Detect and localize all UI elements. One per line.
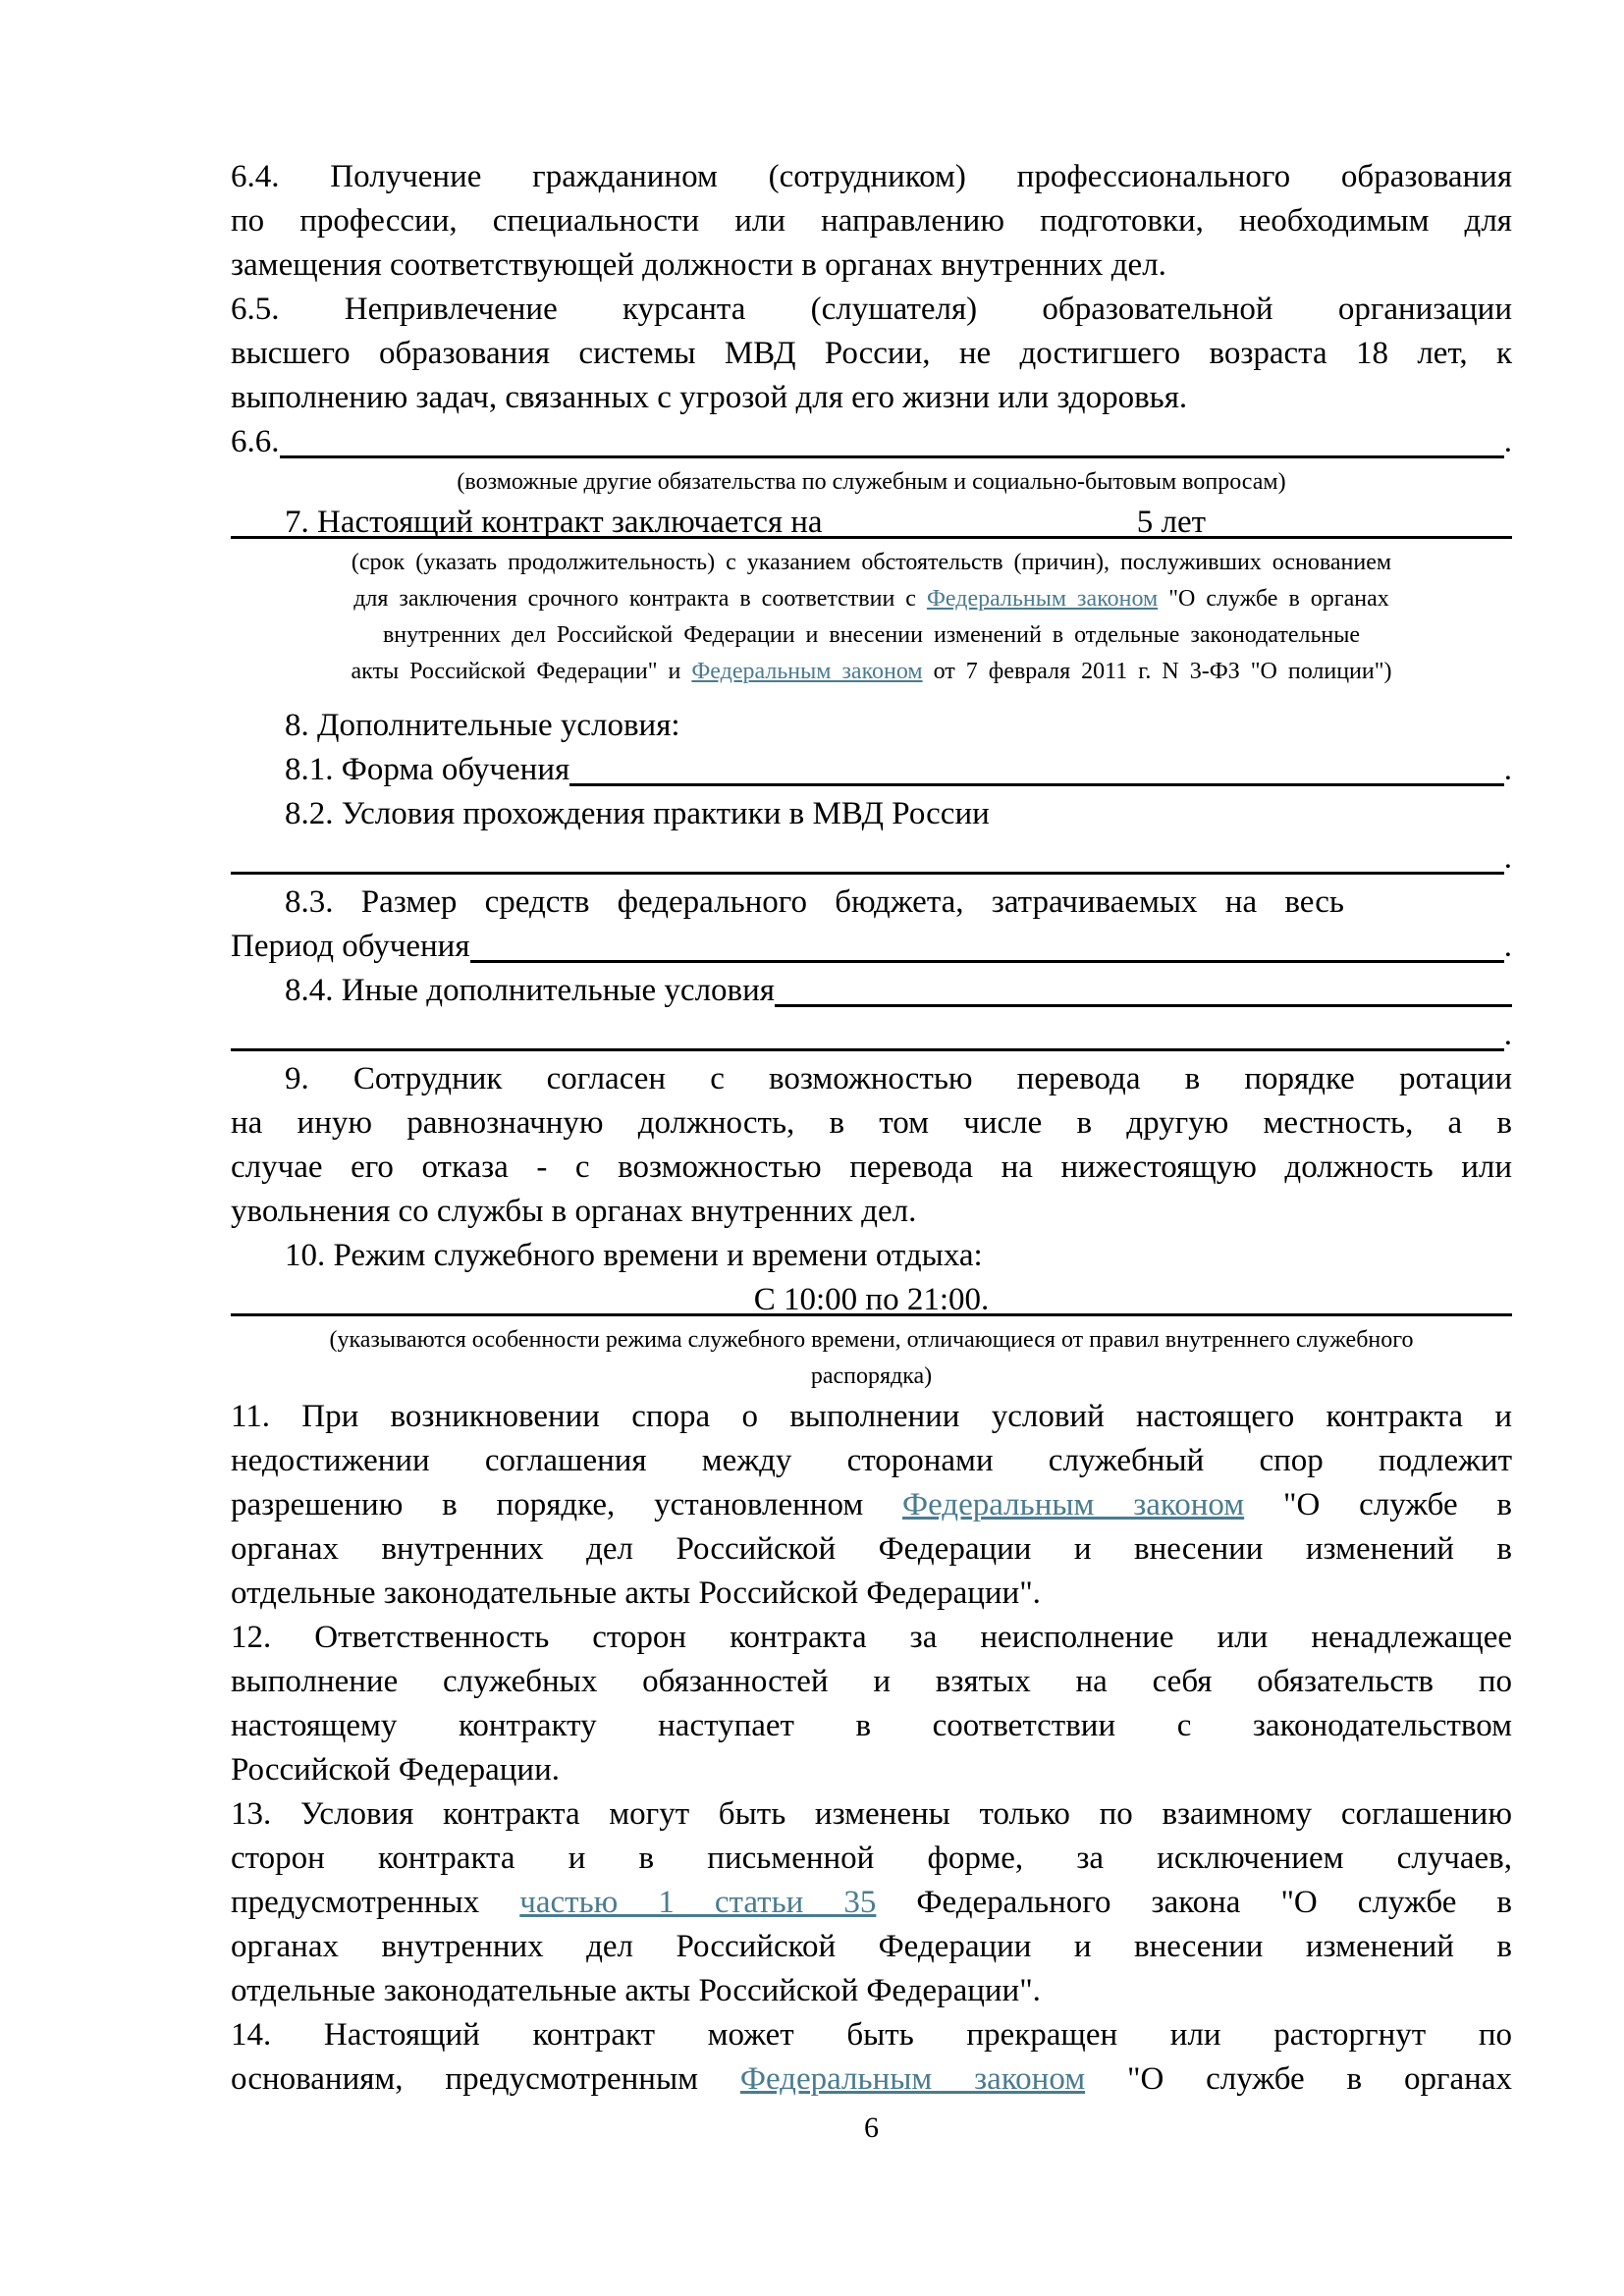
blank-label: 8.1. Форма обучения [285,752,570,787]
text-segment: "О службе в [1244,1487,1513,1522]
clause-6-5-line-3: выполнению задач, связанных с угрозой для его жизни или здоровья. [231,380,1188,415]
clause-8-additional [231,704,1512,748]
clause-11-dispute-line-3 [231,1483,1512,1527]
clause-10-schedule [231,1234,1512,1278]
clause-9-rotation-line-2: на иную равнозначную должность, в том числе в другую местность, а в [231,1105,1512,1141]
blank-value: С 10:00 по 21:00. [753,1282,990,1317]
blank-underline [231,1013,1504,1057]
fineprint-schedule-line-1: (указываются особенности режима служебного времени, отличающиеся от правил внутреннего служебного [329,1327,1414,1353]
clause-6-5-line-1: 6.5. Непривлечение курсанта (слушателя) образовательной организации [231,292,1512,327]
text-segment: "О службе в органах [1085,2061,1512,2097]
clause-13-changes-line-2: сторон контракта и в письменной форме, за исключением случаев, [231,1841,1512,1876]
blank-label: Период обучения [231,929,470,964]
clause-11-dispute-line-2: недостижении соглашения между сторонами служебный спор подлежит [231,1443,1512,1478]
blank-label: 6.6. [231,424,280,459]
clause-6-4-line-2: по профессии, специальности или направлению подготовки, необходимым для [231,203,1512,239]
clause-13-changes-line-4: органах внутренних дел Российской Федерации и внесении изменений в [231,1929,1512,1964]
clause-11-dispute-line-1: 11. При возникновении спора о выполнении условий настоящего контракта и [231,1399,1512,1434]
fineprint-other-obligations-line-1: (возможные другие обязательства по служебным и социально-бытовым вопросам) [457,469,1286,495]
blank-underline [231,836,1504,881]
clause-6-6-blank [231,420,1512,464]
clause-6-5-line-2: высшего образования системы МВД России, не достигшего возраста 18 лет, к [231,336,1512,371]
work-hours-value [231,1278,1512,1322]
clause-11-dispute-line-5: отдельные законодательные акты Российской Федерации". [231,1575,1041,1611]
fineprint-schedule-line-2: распорядка) [810,1363,933,1389]
fineprint-other-obligations [231,464,1512,501]
blank-underline [470,925,1504,969]
text-segment: предусмотренных [231,1885,520,1920]
text-segment: акты Российской Федерации" и [351,659,692,684]
blank-label: 8.4. Иные дополнительные условия [285,973,775,1008]
fineprint-term-basis [231,545,1512,690]
clause-8-2-practice-line-1: 8.2. Условия прохождения практики в МВД России [285,796,990,831]
clause-12-responsibility-line-1: 12. Ответственность сторон контракта за неисполнение или ненадлежащее [231,1620,1512,1655]
text-segment: основаниям, предусмотренным [231,2061,740,2097]
blank-rule-3 [231,1013,1512,1057]
fineprint-term-basis-line-3: внутренних дел Российской Федерации и внесении изменений в отдельные законодательные [382,622,1361,648]
clause-8-3-budget [231,881,1512,925]
clause-12-responsibility-line-3: настоящему контракту наступает в соответствии с законодательством [231,1708,1512,1743]
clause-9-rotation-line-4: увольнения со службы в органах внутренних дел. [231,1194,917,1229]
clause-8-additional-line-1: 8. Дополнительные условия: [285,708,680,743]
fineprint-term-basis-line-2 [231,581,1512,617]
law-link-1[interactable]: Федеральным законом [926,586,1159,612]
clause-8-2-practice [231,792,1512,836]
text-segment: Федерального закона "О службе в [876,1885,1512,1920]
blank-suffix: . [1503,840,1512,876]
fineprint-term-basis-line-4 [231,654,1512,690]
text-segment: разрешению в порядке, установленном [231,1487,903,1522]
clause-12-responsibility-line-2: выполнение служебных обязанностей и взятых на себя обязательств по [231,1664,1512,1699]
page-number: 6 [864,2111,879,2144]
law-link-5[interactable]: Федеральным законом [739,2061,1086,2097]
text-segment: для заключения срочного контракта в соответствии с [353,586,927,612]
fineprint-schedule [231,1322,1512,1395]
clause-9-rotation [231,1057,1512,1234]
fineprint-term-basis-line-1: (срок (указать продолжительность) с указанием обстоятельств (причин), послуживших основанием [351,550,1392,575]
text-segment: от 7 февраля 2011 г. N 3-ФЗ "О полиции") [922,659,1392,684]
clause-9-rotation-line-1: 9. Сотрудник согласен с возможностью перевода в порядке ротации [285,1061,1512,1096]
text-segment: "О службе в органах [1158,586,1389,612]
clause-8-1-education-form [231,748,1512,792]
clause-9-rotation-line-3: случае его отказа - с возможностью перевода на нижестоящую должность или [231,1149,1512,1185]
clause-6-4-line-1: 6.4. Получение гражданином (сотрудником) профессионального образования [231,159,1512,194]
contract-page [231,155,1512,2150]
clause-14-termination-line-1: 14. Настоящий контракт может быть прекращен или расторгнут по [231,2017,1512,2053]
clause-6-5 [231,288,1512,420]
clause-8-3-period-blank [231,925,1512,969]
clause-10-schedule-line-1: 10. Режим служебного времени и времени отдыха: [285,1238,983,1273]
clause-6-4-line-3: замещения соответствующей должности в органах внутренних дел. [231,247,1166,283]
law-link-3[interactable]: Федеральным законом [902,1487,1245,1522]
clause-8-3-budget-line-1: 8.3. Размер средств федерального бюджета, затрачиваемых на весь [285,884,1344,920]
blank-underline [231,1278,1512,1322]
blank-value: 5 лет [1136,505,1207,540]
clause-12-responsibility-line-4: Российской Федерации. [231,1752,560,1788]
law-link-4[interactable]: частью 1 статьи 35 [519,1885,877,1920]
blank-label: 7. Настоящий контракт заключается на [285,505,831,540]
blank-suffix: . [1503,1017,1512,1052]
blank-underline [280,420,1504,464]
clause-13-changes [231,1792,1512,2013]
clause-11-dispute-line-4: органах внутренних дел Российской Федерации и внесении изменений в [231,1531,1512,1567]
clause-6-4 [231,155,1512,288]
blank-underline [775,969,1512,1013]
blank-suffix: . [1503,424,1512,459]
clause-13-changes-line-5: отдельные законодательные акты Российской Федерации". [231,1973,1041,2008]
blank-underline [569,748,1504,792]
clause-14-termination [231,2013,1512,2102]
clause-13-changes-line-1: 13. Условия контракта могут быть изменены только по взаимному соглашению [231,1796,1512,1832]
clause-8-4-other-conditions [231,969,1512,1013]
blank-rule-2 [231,836,1512,881]
blank-suffix: . [1503,929,1512,964]
clause-14-termination-line-2 [231,2057,1512,2102]
clause-12-responsibility [231,1616,1512,1792]
blank-suffix: . [1503,752,1512,787]
clause-13-changes-line-3 [231,1881,1512,1925]
law-link-2[interactable]: Федеральным законом [691,659,923,684]
clause-11-dispute [231,1395,1512,1616]
